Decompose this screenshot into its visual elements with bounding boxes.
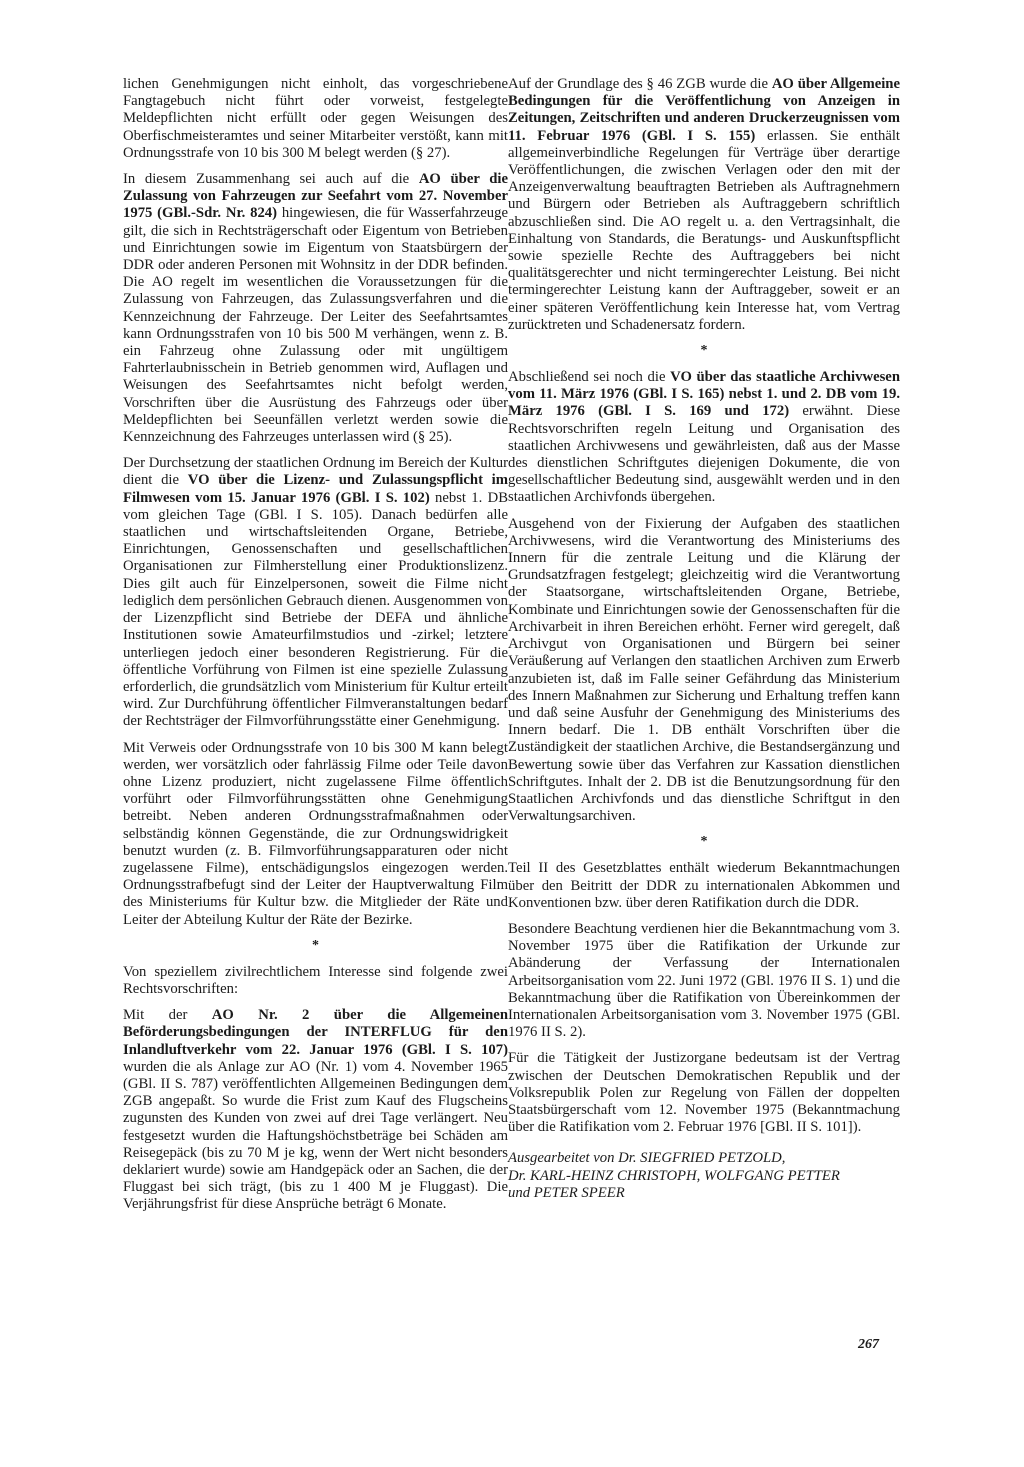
bold-citation: AO über die Zulassung von Fahrzeugen zur Seefahrt vom 27. November 1975 (GBl.-Sdr. Nr. 824) (123, 171, 508, 222)
paragraph (123, 964, 508, 998)
section-separator: * (312, 937, 319, 953)
text-run: erwähnt. Diese Rechtsvorschriften regeln Leitung und Organisation des staatlichen Archivwesens und gewährleisten, daß aus der Masse des dienstlichen Schriftgutes diejenigen Dokumente, die von gesellschaftlicher Bedeutung sind, ausgewählt werden und in den staatlichen Archivfonds übergehen. (508, 403, 901, 506)
text-run: Abschließend sei noch die (508, 369, 671, 386)
paragraph (123, 1007, 508, 1213)
bold-citation: VO über das staatliche Archivwesen vom 11. März 1976 (GBl. I S. 165) nebst 1. und 2. DB vom 19. März 1976 (GBl. I S. 169 und 172) (508, 369, 900, 420)
paragraph (508, 369, 900, 507)
text-run: Auf der Grundlage des § 46 ZGB wurde die (508, 76, 772, 92)
byline-line: und PETER SPEER (508, 1185, 625, 1202)
paragraph (123, 740, 508, 929)
byline-line: Dr. KARL-HEINZ CHRISTOPH, WOLFGANG PETTER (508, 1167, 840, 1184)
bold-citation: AO Nr. 2 über die Allgemeinen Beförderungsbedingungen der INTERFLUG für den Inlandluftverkehr vom 22. Januar 1976 (GBl. I S. 107) (123, 1007, 508, 1058)
left-column (123, 76, 508, 1214)
right-column (508, 76, 900, 1203)
text-run: lichen Genehmigungen nicht einholt, das vorgeschriebene Fangtagebuch nicht führt oder vorweist, festgelegte Meldepflichten nicht erfüllt oder gegen Weisungen des Oberfischmeisteramtes und seiner Mitarbeiter verstößt, kann mit Ordnungsstrafe von 10 bis 300 M belegt werden (§ 27). (123, 76, 508, 161)
text-run: Von speziellem zivilrechtlichem Interesse sind folgende zwei Rechtsvorschriften: (123, 963, 508, 997)
text-run: Der Durchsetzung der staatlichen Ordnung im Bereich der Kultur dient die (123, 455, 509, 489)
text-run: Für die Tätigkeit der Justizorgane bedeutsam ist der Vertrag zwischen der Deutschen Demokratischen Republik und der Volksrepublik Polen zur Regelung von Fällen der doppelten Staatsbürgerschaft vom 12. November 1975 (Bekanntmachung über die Ratifikation vom 2. Februar 1976 [GBl. II S. 101]). (508, 1050, 900, 1136)
paragraph (508, 860, 900, 912)
text-run: Mit der (123, 1007, 212, 1024)
byline-line: Ausgearbeitet von Dr. SIEGFRIED PETZOLD, (508, 1150, 786, 1167)
page-number: 267 (858, 1337, 879, 1352)
text-run: erlassen. Sie enthält allgemeinverbindliche Regelungen für Verträge über derartige Veröffentlichungen, die zwischen Verlagen oder den mit der Anzeigenverwaltung beauftragten Betrieben als Auftragnehmern und Bürgern oder Betrieben als Auftraggebern schriftlich abzuschließen sind. Die AO regelt u. a. den Vertragsinhalt, die Einhaltung von Standards, die Beratungs- und Auskunftspflicht sowie spezielle Rechte des Auftraggebers bei nicht qualitätsgerechter und nicht termingerechter Leistung. Bei nicht termingerechter Leistung kann der Auftraggeber, soweit er an einer späteren Veröffentlichung kein Interesse hat, vom Vertrag zurücktreten und Schadenersatz fordern. (508, 127, 900, 333)
author-byline (508, 1150, 900, 1202)
text-run: Mit Verweis oder Ordnungsstrafe von 10 bis 300 M kann belegt werden, wer vorsätzlich oder fahrlässig Filme oder Teile davon ohne Lizenz produziert, nicht zugelassene Filme öffentlich vorführt oder Filmvorführungsstätten ohne Genehmigung betreibt. Neben anderen Ordnungsstrafmaßnahmen oder selbständig können Gegenstände, die zur Ordnungswidrigkeit benutzt wurden (z. B. Filmvorführungsapparaturen oder nicht zugelassene Filme), entschädigungslos eingezogen werden. Ordnungsstrafbefugt sind der Leiter der Hauptverwaltung Film des Ministeriums für Kultur bzw. die Mitglieder der Räte und Leiter der Abteilung Kultur der Räte der Bezirke. (123, 739, 508, 928)
text-run: Teil II des Gesetzblattes enthält wiederum Bekanntmachungen über den Beitritt der DDR zu internationalen Abkommen und Konventionen bzw. über deren Ratifikation durch die DDR. (508, 860, 900, 911)
section-separator: * (700, 343, 708, 359)
bold-citation: VO über die Lizenz- und Zulassungspflicht im Filmwesen vom 15. Januar 1976 (GBl. I S. 102) (123, 472, 508, 506)
bold-citation: AO über Allgemeine Bedingungen für die Veröffentlichung von Anzeigen in Zeitungen, Zeitschriften und anderen Druckerzeugnissen vom 11. Februar 1976 (GBl. I S. 155) (508, 76, 900, 144)
paragraph (123, 76, 508, 162)
section-separator: * (700, 834, 708, 850)
text-run: In diesem Zusammenhang sei auch auf die (123, 171, 419, 188)
paragraph (508, 76, 900, 334)
text-run: hingewiesen, die für Wasserfahrzeuge gilt, die sich in Rechtsträgerschaft oder Eigentum von Betrieben und Einrichtungen sowie im Eigentum von Staatsbürgern der DDR oder anderen Personen mit Wohnsitz in der DDR befinden. Die AO regelt im wesentlichen die Voraussetzungen für die Zulassung von Fahrzeugen, das Zulassungsverfahren und die Kennzeichnung der Fahrzeuge. Der Leiter des Seefahrtsamtes kann Ordnungsstrafen von 10 bis 500 M verhängen, wenn z. B. ein Fahrzeug ohne Zulassung oder mit ungültigem Fahrterlaubnisschein in Betrieb genommen wird, Auflagen und Weisungen des Seefahrtsamtes nicht befolgt werden, Vorschriften über die Ausrüstung des Fahrzeugs oder über Meldepflichten bei Seeunfällen verletzt werden sowie die Kennzeichnung des Fahrzeuges unterlassen wird (§ 25). (123, 205, 508, 446)
paragraph (123, 455, 508, 730)
paragraph (123, 171, 508, 446)
text-run: nebst 1. DB vom gleichen Tage (GBl. I S. 105). Danach bedürfen alle staatlichen und wirtschaftsleitenden Organe, Betriebe, Einrichtungen, Genossenschaften und gesellschaftlichen Organisationen zur Filmherstellung einer Produktionslizenz. Dies gilt auch für Einzelpersonen, soweit die Filme nicht lediglich dem persönlichen Gebrauch dienen. Ausgenommen von der Lizenzpflicht sind Betriebe der DEFA und ähnliche Institutionen sowie Amateurfilmstudios und -zirkel; letztere unterliegen jedoch einer besonderen Registrierung. Für die öffentliche Vorführung von Filmen ist eine spezielle Zulassung erforderlich, die grundsätzlich vom Ministerium für Kultur erteilt wird. Zur Durchführung öffentlicher Filmveranstaltungen bedarf der Rechtsträger der Filmvorführungsstätte einer Genehmigung. (123, 489, 508, 730)
text-run: Besondere Beachtung verdienen hier die Bekanntmachung vom 3. November 1975 über die Ratifikation der Urkunde zur Abänderung der Verfassung der Internationalen Arbeitsorganisation vom 22. Juni 1972 (GBl. 1976 II S. 1) und die Bekanntmachung über die Ratifikation von Übereinkommen der Internationalen Arbeitsorganisation vom 3. November 1975 (GBl. 1976 II S. 2). (508, 920, 900, 1041)
text-run: Ausgehend von der Fixierung der Aufgaben des staatlichen Archivwesens, wird die Verantwortung des Ministeriums des Innern für die zentrale Leitung und die Klärung der Grundsatzfragen festgelegt; gleichzeitig wird die Verantwortung der Staatsorgane, wirtschaftsleitenden Organe, Betriebe, Kombinate und Einrichtungen sowie der Genossenschaften für die Archivarbeit in ihren Bereichen erhöht. Ferner wird geregelt, daß Archivgut von Organisationen und Bürgern bei seiner Veräußerung auf Verlangen den staatlichen Archiven zum Erwerb anzubieten ist, daß im Falle seiner Gefährdung das Ministerium des Innern Maßnahmen zur Sicherung und Erhaltung treffen kann und daß seine Ausfuhr der Genehmigung des Ministeriums des Innern bedarf. Die 1. DB enthält Vorschriften über die Zuständigkeit der staatlichen Archive, die Bestandsergänzung und Bewertung sowie über das Verfahren zur Kassation dienstlichen Schriftgutes. Inhalt der 2. DB ist die Benutzungsordnung für den Staatlichen Archivfonds und das dienstliche Schriftgut in den Verwaltungsarchiven. (508, 515, 900, 825)
paragraph (508, 1050, 900, 1136)
paragraph (508, 516, 900, 826)
paragraph (508, 921, 900, 1041)
text-run: wurden die als Anlage zur AO (Nr. 1) vom 4. November 1965 (GBl. II S. 787) veröffentlichten Allgemeinen Bedingungen dem ZGB angepaßt. So wurde die Frist zum Kauf des Flugscheins zugunsten des Kunden von zwei auf drei Tage verlängert. Neu festgesetzt wurden die Haftungshöchstbeträge bei Schäden am Reisegepäck (bis zu 70 M je kg, wenn der Wert nicht besonders deklariert wurde) sowie am Handgepäck oder an Sachen, die der Fluggast bei sich trägt, (bis zu 1 400 M je Fluggast). Die Verjährungsfrist für diese Ansprüche beträgt 6 Monate. (123, 1058, 508, 1213)
